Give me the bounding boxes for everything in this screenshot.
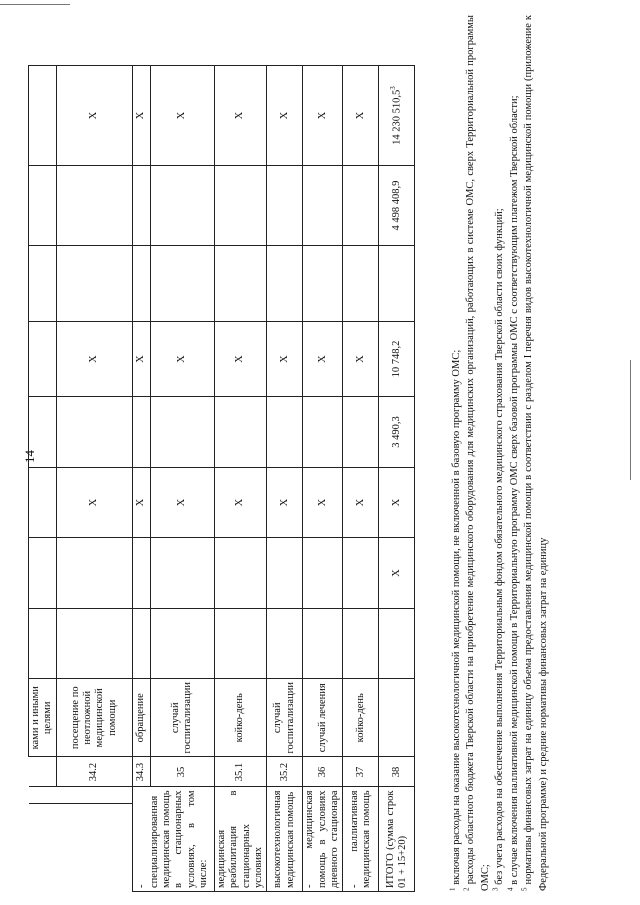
cell-value: X: [132, 468, 150, 538]
cell-value: X: [214, 66, 267, 166]
row-name: - специализированная медицинская помощь в стационарных условиях, в том числе:: [132, 787, 214, 892]
cell-value: X: [56, 322, 132, 397]
unit-cell: случай госпитализации: [150, 679, 214, 757]
table-row: [29, 66, 57, 892]
cell-value: 3 490,3: [379, 397, 415, 468]
footnote-text: в случае включения паллиативной медицинской помощи в Территориальную программу ОМС сверх базовой программы ОМС с соответствующим платежом Тверской области;: [508, 95, 520, 888]
footnote: [522, 15, 551, 891]
cell-value: 10 748,2: [379, 322, 415, 397]
cell-value: X: [150, 468, 214, 538]
row-num: 35: [150, 757, 214, 787]
budget-table: [28, 65, 415, 892]
footnotes: [450, 15, 551, 891]
footnote: [493, 15, 507, 891]
total-label: ИТОГО (сумма строк 01 + 15+20): [379, 787, 415, 892]
row-num: 35.1: [214, 757, 267, 787]
unit-cell: посещение по неотложной медицинской помощи: [56, 679, 132, 757]
cell-value: X: [214, 468, 267, 538]
footnote: [464, 15, 493, 891]
footnote: [508, 15, 522, 891]
table-row-total: [379, 66, 415, 892]
total-footnote-mark: 3: [389, 86, 398, 90]
cell-value: X: [132, 66, 150, 166]
footnote-mark: 1: [448, 887, 457, 891]
cell-value: X: [267, 468, 303, 538]
total-value: [379, 66, 415, 166]
row-num: 36: [303, 757, 343, 787]
footnote: [450, 15, 464, 891]
footnote-text: без учета расходов на обеспечение выполнения Территориальным фондом обязательного медицинского страхования Тверской области своих функций;: [494, 208, 506, 888]
table-row: [214, 66, 267, 892]
cell-value: X: [303, 468, 343, 538]
cell-value: X: [303, 66, 343, 166]
row-num: 37: [343, 757, 379, 787]
row-name: высокотехнологичная медицинская помощь: [267, 787, 303, 892]
row-name: медицинская реабилитация в стационарных условиях: [214, 787, 267, 892]
cell-value: 4 498 408,9: [379, 166, 415, 246]
footnote-mark: 2: [462, 887, 471, 891]
footnote-mark: 4: [506, 887, 515, 891]
cell-value: X: [379, 538, 415, 609]
cell-value: X: [150, 322, 214, 397]
table-row: [267, 66, 303, 892]
cell-value: X: [267, 66, 303, 166]
row-num: 35.2: [267, 757, 303, 787]
footnote-mark: 5: [520, 887, 529, 891]
cell-value: X: [343, 66, 379, 166]
row-name: - медицинская помощь в условиях дневного стационара: [303, 787, 343, 892]
table-row: [343, 66, 379, 892]
row-num: 34.2: [56, 757, 132, 787]
page-number: 14: [22, 450, 37, 463]
cell-value: X: [132, 322, 150, 397]
row-name: - паллиативная медицинская помощь: [343, 787, 379, 892]
footnote-text: расходы областного бюджета Тверской области на приобретение медицинского оборудования для медицинских организаций, работающих в системе ОМС, сверх Территориальной программы ОМС;: [465, 15, 491, 891]
cell-value: X: [214, 322, 267, 397]
total-amount: 14 230 510,5: [391, 89, 403, 145]
cell-value: X: [303, 322, 343, 397]
row-num: 38: [379, 757, 415, 787]
cell-value: X: [56, 468, 132, 538]
cell-value: X: [379, 468, 415, 538]
cell-value: X: [343, 322, 379, 397]
table-row: [56, 66, 132, 892]
unit-cell: койко-день: [214, 679, 267, 757]
table-row: [303, 66, 343, 892]
row-num: 34.3: [132, 757, 150, 787]
unit-cell: случай лечения: [303, 679, 343, 757]
cell-value: X: [56, 66, 132, 166]
footnote-text: нормативы финансовых затрат на единицу объема предоставления медицинской помощи в соответствии с разделом I перечня видов высокотехнологичной медицинской помощи (приложение к Федеральной программе) и средние нормативы финансовых затрат на единицу: [523, 15, 549, 891]
footnote-text: включая расходы на оказание высокотехнологичной медицинской помощи, не включенной в базовую программу ОМС;: [451, 349, 462, 888]
unit-cell: койко-день: [343, 679, 379, 757]
table-row: [132, 66, 150, 892]
unit-header-cont: ками и иными целями: [29, 679, 57, 757]
unit-cell: случай госпитализации: [267, 679, 303, 757]
cell-value: X: [267, 322, 303, 397]
cell-value: X: [343, 468, 379, 538]
table-row: [150, 66, 214, 892]
cell-value: X: [150, 66, 214, 166]
unit-cell: обращение: [132, 679, 150, 757]
footnote-mark: 3: [491, 887, 500, 891]
